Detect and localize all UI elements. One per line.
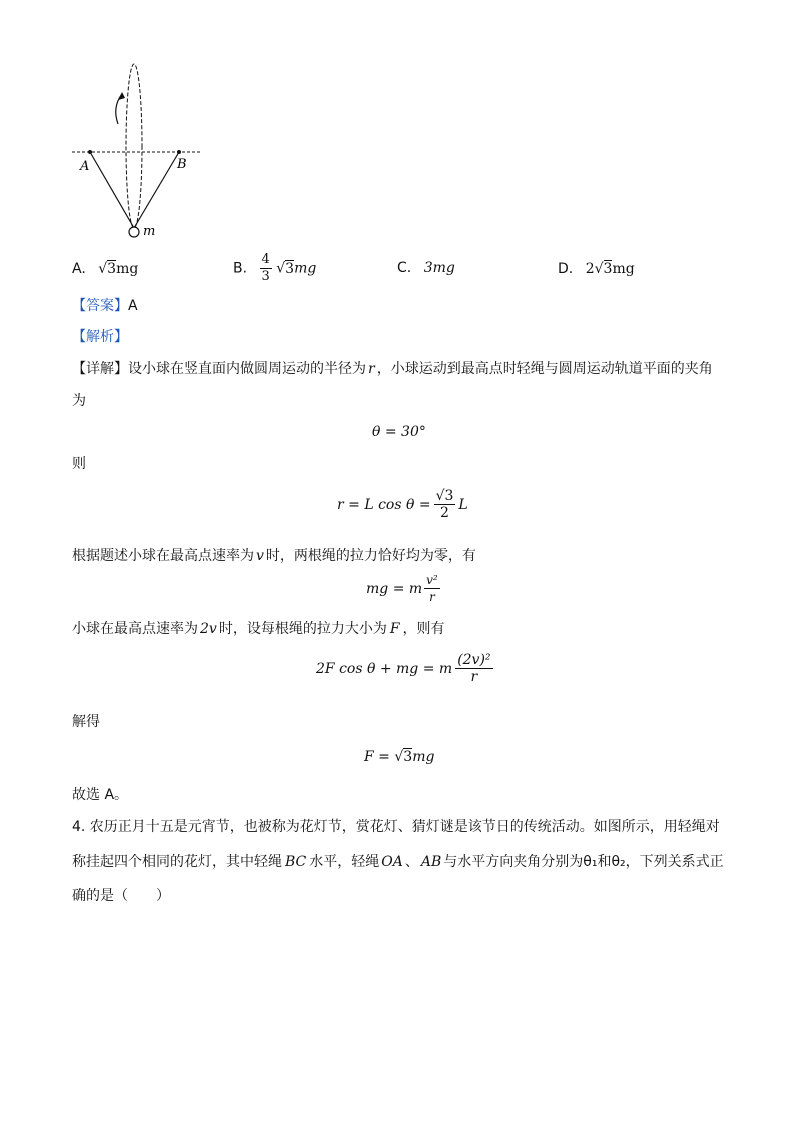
var-f: F: [389, 621, 400, 637]
fraction-denominator: r: [470, 669, 478, 685]
detail-text: 设小球在竖直面内做圆周运动的半径为: [128, 361, 366, 377]
q4-text: 水平，轻绳: [309, 854, 380, 870]
circular-path-ellipse: [126, 64, 142, 228]
var-ab: AB: [420, 854, 442, 870]
label-b: B: [177, 157, 187, 172]
eq-left: r = L cos θ =: [337, 496, 431, 513]
detail-line-2: 为: [72, 393, 86, 409]
eq-right: L: [458, 496, 468, 513]
var-r: r: [368, 361, 375, 377]
option-key: C.: [397, 260, 412, 276]
equation-tension: [316, 652, 493, 685]
then-label: 则: [72, 456, 86, 472]
var-v: v: [256, 548, 264, 564]
question4-line-2: [72, 852, 724, 872]
answer-value: A: [128, 298, 138, 314]
arrow-head-icon: [118, 92, 125, 100]
fraction-numerator: 4: [261, 252, 270, 267]
eq-left: 2F cos θ + mg = m: [316, 660, 453, 677]
option-unit: mg: [612, 261, 635, 277]
answer-tag: 【答案】: [72, 298, 128, 314]
option-c: [397, 258, 455, 278]
fraction-numerator: (2v)²: [457, 652, 491, 668]
equation-theta: θ = 30°: [372, 424, 426, 440]
solve-label: 解得: [72, 714, 100, 730]
option-unit: mg: [294, 260, 317, 277]
option-key: A.: [72, 261, 86, 277]
sqrt-value: 3: [403, 749, 413, 765]
equation-result: F = √3mg: [364, 749, 435, 765]
label-a: A: [80, 159, 90, 174]
equation-radius: [337, 488, 468, 521]
q4-text: 与水平方向夹角分别为θ₁和θ₂，下列关系式正: [443, 854, 724, 870]
point-a: [88, 150, 92, 154]
detail-text: 小球在最高点速率为: [72, 621, 198, 637]
option-d: D. 2√3mg: [558, 261, 635, 277]
fraction-denominator: 2: [440, 505, 449, 521]
option-sqrt: 3: [107, 261, 117, 277]
question4-line-3: 确的是（ ）: [72, 888, 170, 904]
answer-line: [72, 296, 138, 316]
option-value: 3mg: [423, 260, 455, 276]
detail-text: 时，两根绳的拉力恰好均为零，有: [265, 548, 476, 564]
detail-line-3: [72, 546, 476, 566]
fraction-numerator: √3: [435, 488, 454, 504]
fraction-denominator: 3: [261, 269, 270, 284]
fraction-numerator: v²: [426, 573, 438, 587]
eq-left: mg = m: [366, 580, 423, 597]
option-unit: mg: [116, 261, 139, 277]
question4-line-1: 4. 农历正月十五是元宵节，也被称为花灯节，赏花灯、猜灯谜是该节日的传统活动。如图所示，用轻绳对: [72, 819, 720, 835]
var-bc: BC: [285, 854, 307, 870]
q4-text: 、: [404, 854, 419, 870]
label-m: m: [143, 224, 156, 239]
var-oa: OA: [381, 854, 403, 870]
detail-tag: 【详解】: [72, 361, 128, 377]
detail-line-1: [72, 359, 713, 379]
detail-text: ，小球运动到最高点时轻绳与圆周运动轨道平面的夹角: [376, 361, 713, 377]
detail-text: 根据题述小球在最高点速率为: [72, 548, 254, 564]
detail-text: 时，设每根绳的拉力大小为: [218, 621, 387, 637]
option-key: B.: [233, 260, 248, 277]
option-sqrt: 3: [603, 261, 613, 277]
option-sqrt: 3: [285, 260, 295, 277]
choose-line: 故选 A。: [72, 787, 129, 803]
eq-left: F =: [364, 749, 390, 765]
ball: [129, 227, 139, 237]
analysis-tag: 【解析】: [72, 329, 128, 345]
q4-text: 称挂起四个相同的花灯，其中轻绳: [72, 854, 282, 870]
option-key: D.: [558, 261, 574, 277]
equation-centripetal: [366, 572, 440, 605]
point-b: [177, 150, 181, 154]
pendulum-figure: [68, 62, 208, 242]
option-a: A. √3mg: [72, 261, 139, 277]
option-coef: 2: [585, 261, 595, 277]
option-b: B. $\frac{4}{3}$ √3mg: [233, 252, 317, 284]
fraction-denominator: r: [429, 590, 435, 604]
var-2v: 2v: [200, 621, 217, 637]
detail-text: ，则有: [402, 621, 445, 637]
eq-right: mg: [412, 749, 435, 765]
detail-line-4: [72, 619, 445, 639]
